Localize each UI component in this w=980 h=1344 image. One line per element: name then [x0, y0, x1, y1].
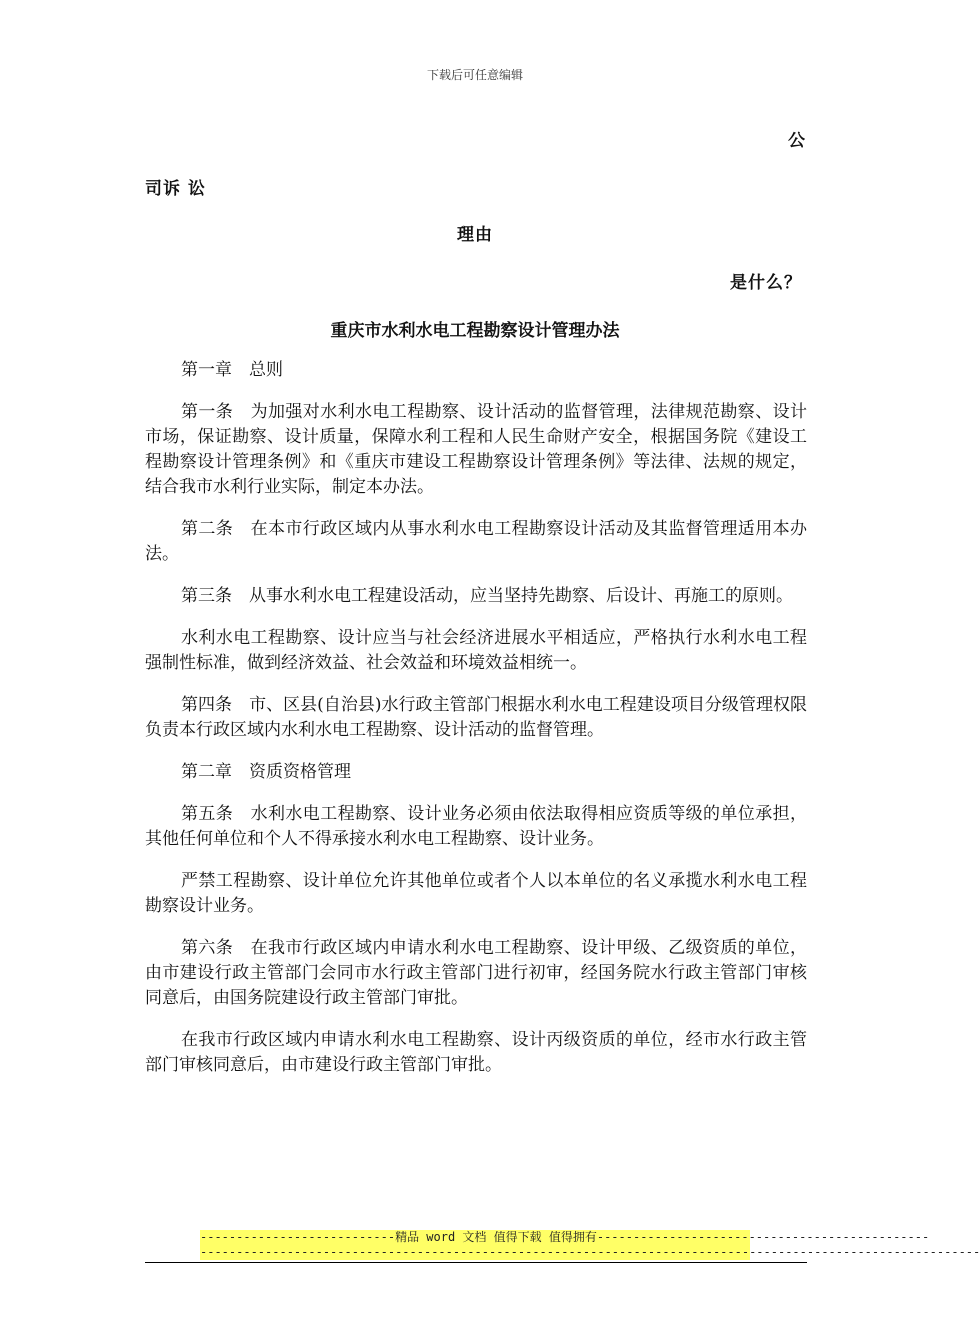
footer-divider: [145, 1262, 807, 1263]
paragraph: 水利水电工程勘察、设计应当与社会经济进展水平相适应，严格执行水利水电工程强制性标准，做到经济效益、社会效益和环境效益相统一。: [145, 628, 807, 673]
paragraph: 第二条 在本市行政区域内从事水利水电工程勘察设计活动及其监督管理适用本办法。: [145, 519, 807, 564]
document-body: [145, 358, 807, 1095]
scattered-title-part-4: 是什么？: [730, 273, 802, 293]
footer-line-1: ---------------------------精品 word 文档 值得下载 值得拥有----------------------------------------------: [200, 1230, 930, 1244]
document-title: 重庆市水利水电工程勘察设计管理办法: [330, 321, 620, 341]
paragraph: 第三条 从事水利水电工程建设活动，应当坚持先勘察、后设计、再施工的原则。: [181, 586, 793, 606]
footer-line-2: ------------------------------------------------------------------------------------------------------------: [200, 1245, 980, 1259]
scattered-title-part-3: 理由: [457, 225, 493, 245]
paragraph: 在我市行政区域内申请水利水电工程勘察、设计丙级资质的单位，经市水行政主管部门审核同意后，由市建设行政主管部门审批。: [145, 1030, 807, 1075]
page-header: 下载后可任意编辑: [426, 68, 523, 82]
paragraph: 第四条 市、区县(自治县)水行政主管部门根据水利水电工程建设项目分级管理权限负责本行政区域内水利水电工程勘察、设计活动的监督管理。: [145, 695, 807, 740]
chapter-heading: 第二章 资质资格管理: [181, 762, 351, 782]
paragraph: 第五条 水利水电工程勘察、设计业务必须由依法取得相应资质等级的单位承担，其他任何单位和个人不得承接水利水电工程勘察、设计业务。: [145, 804, 807, 849]
scattered-title-part-2: 司诉 讼: [145, 179, 206, 199]
paragraph: 严禁工程勘察、设计单位允许其他单位或者个人以本单位的名义承揽水利水电工程勘察设计业务。: [145, 871, 807, 916]
footer-banner: [200, 1230, 980, 1260]
chapter-heading: 第一章 总则: [181, 360, 283, 380]
paragraph: 第一条 为加强对水利水电工程勘察、设计活动的监督管理，法律规范勘察、设计市场，保证勘察、设计质量，保障水利工程和人民生命财产安全，根据国务院《建设工程勘察设计管理条例》和《重庆市建设工程勘察设计管理条例》等法律、法规的规定，结合我市水利行业实际，制定本办法。: [145, 402, 807, 497]
paragraph: 第六条 在我市行政区域内申请水利水电工程勘察、设计甲级、乙级资质的单位，由市建设行政主管部门会同市水行政主管部门进行初审，经国务院水行政主管部门审核同意后，由国务院建设行政主管部门审批。: [145, 938, 807, 1008]
scattered-title-part-1: 公: [788, 131, 806, 151]
